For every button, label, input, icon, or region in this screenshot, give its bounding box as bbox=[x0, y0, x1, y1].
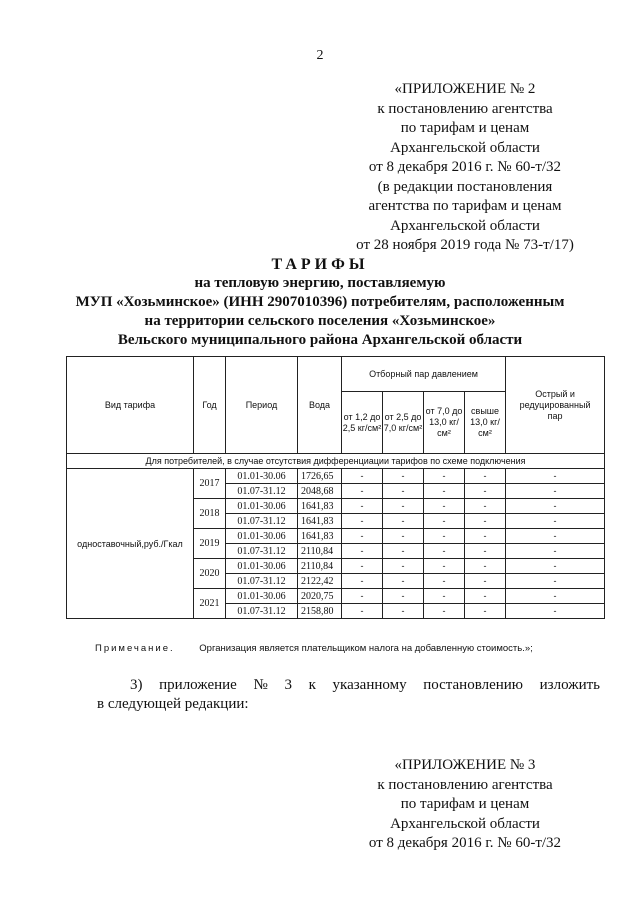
empty-value-cell: - bbox=[424, 484, 465, 499]
water-value-cell: 1641,83 bbox=[298, 529, 342, 544]
empty-value-cell: - bbox=[465, 469, 506, 484]
appendix-line: Архангельской области bbox=[390, 139, 540, 156]
empty-value-cell: - bbox=[424, 529, 465, 544]
empty-value-cell: - bbox=[342, 484, 383, 499]
year-cell: 2020 bbox=[194, 559, 226, 589]
period-cell: 01.01-30.06 bbox=[226, 469, 298, 484]
empty-value-cell: - bbox=[383, 469, 424, 484]
appendix-line: по тарифам и ценам bbox=[400, 120, 530, 136]
paragraph-line-1 bbox=[97, 676, 600, 695]
empty-value-cell: - bbox=[424, 544, 465, 559]
paragraph-word: указанному bbox=[332, 677, 407, 693]
empty-value-cell: - bbox=[506, 589, 605, 604]
period-cell: 01.01-30.06 bbox=[226, 589, 298, 604]
empty-value-cell: - bbox=[342, 544, 383, 559]
header-water: Вода bbox=[298, 357, 342, 454]
appendix-3-header bbox=[330, 756, 600, 854]
paragraph-word: № bbox=[253, 677, 268, 693]
tariff-name-cell: одноставочный,руб./Гкал bbox=[67, 469, 194, 619]
empty-value-cell: - bbox=[465, 529, 506, 544]
period-cell: 01.07-31.12 bbox=[226, 604, 298, 619]
header-steam-group: Отборный пар давлением bbox=[342, 357, 506, 392]
title-line: Вельского муниципального района Архангельской области bbox=[117, 332, 523, 348]
paragraph-word: постановлению bbox=[423, 677, 523, 693]
year-cell: 2017 bbox=[194, 469, 226, 499]
page-number: 2 bbox=[316, 48, 324, 63]
empty-value-cell: - bbox=[424, 499, 465, 514]
title-line: на территории сельского поселения «Хозьминское» bbox=[144, 313, 496, 329]
empty-value-cell: - bbox=[465, 499, 506, 514]
empty-value-cell: - bbox=[424, 604, 465, 619]
empty-value-cell: - bbox=[424, 469, 465, 484]
period-cell: 01.07-31.12 bbox=[226, 484, 298, 499]
note-text: Организация является плательщиком налога на добавленную стоимость.»; bbox=[199, 643, 533, 654]
empty-value-cell: - bbox=[383, 484, 424, 499]
empty-value-cell: - bbox=[342, 469, 383, 484]
year-cell: 2019 bbox=[194, 529, 226, 559]
empty-value-cell: - bbox=[506, 469, 605, 484]
empty-value-cell: - bbox=[383, 499, 424, 514]
empty-value-cell: - bbox=[506, 604, 605, 619]
empty-value-cell: - bbox=[506, 484, 605, 499]
paragraph-word: 3 bbox=[284, 677, 292, 693]
appendix-2-header bbox=[330, 80, 600, 256]
period-cell: 01.07-31.12 bbox=[226, 514, 298, 529]
empty-value-cell: - bbox=[465, 604, 506, 619]
empty-value-cell: - bbox=[424, 559, 465, 574]
header-steam-col: свыше 13,0 кг/см² bbox=[465, 392, 506, 454]
note bbox=[95, 643, 533, 654]
appendix-line: к постановлению агентства bbox=[377, 100, 553, 117]
appendix-line: Архангельской области bbox=[390, 217, 540, 234]
empty-value-cell: - bbox=[342, 529, 383, 544]
period-cell: 01.01-30.06 bbox=[226, 529, 298, 544]
empty-value-cell: - bbox=[465, 574, 506, 589]
water-value-cell: 1726,65 bbox=[298, 469, 342, 484]
year-cell: 2021 bbox=[194, 589, 226, 619]
empty-value-cell: - bbox=[506, 544, 605, 559]
empty-value-cell: - bbox=[465, 589, 506, 604]
period-cell: 01.01-30.06 bbox=[226, 559, 298, 574]
tariffs-title bbox=[0, 255, 640, 350]
period-cell: 01.07-31.12 bbox=[226, 574, 298, 589]
appendix-line: от 8 декабря 2016 г. № 60-т/32 bbox=[368, 159, 562, 175]
water-value-cell: 2122,42 bbox=[298, 574, 342, 589]
title-line: МУП «Хозьминское» (ИНН 2907010396) потребителям, расположенным bbox=[75, 294, 565, 310]
paragraph-word: 3) bbox=[130, 677, 143, 693]
water-value-cell: 2020,75 bbox=[298, 589, 342, 604]
empty-value-cell: - bbox=[424, 514, 465, 529]
appendix-line: от 28 ноября 2019 года № 73-т/17) bbox=[356, 237, 574, 253]
water-value-cell: 1641,83 bbox=[298, 514, 342, 529]
title-line: на тепловую энергию, поставляемую bbox=[194, 275, 446, 291]
empty-value-cell: - bbox=[465, 514, 506, 529]
appendix-line: от 8 декабря 2016 г. № 60-т/32 bbox=[368, 835, 562, 851]
period-cell: 01.07-31.12 bbox=[226, 544, 298, 559]
empty-value-cell: - bbox=[383, 544, 424, 559]
empty-value-cell: - bbox=[342, 514, 383, 529]
empty-value-cell: - bbox=[342, 589, 383, 604]
empty-value-cell: - bbox=[383, 529, 424, 544]
note-label: Примечание. bbox=[95, 643, 175, 654]
tariff-table bbox=[66, 356, 605, 619]
header-sharp-steam: Острый и редуцированный пар bbox=[506, 357, 605, 454]
title-heading: ТАРИФЫ bbox=[271, 256, 369, 273]
empty-value-cell: - bbox=[424, 574, 465, 589]
empty-value-cell: - bbox=[383, 589, 424, 604]
empty-value-cell: - bbox=[506, 529, 605, 544]
empty-value-cell: - bbox=[383, 514, 424, 529]
table-row bbox=[67, 469, 605, 484]
water-value-cell: 2110,84 bbox=[298, 559, 342, 574]
empty-value-cell: - bbox=[342, 499, 383, 514]
header-tariff-type: Вид тарифа bbox=[67, 357, 194, 454]
amendment-paragraph bbox=[97, 676, 600, 714]
water-value-cell: 2110,84 bbox=[298, 544, 342, 559]
empty-value-cell: - bbox=[383, 559, 424, 574]
empty-value-cell: - bbox=[342, 559, 383, 574]
appendix-line: «ПРИЛОЖЕНИЕ № 3 bbox=[394, 757, 536, 773]
paragraph-word: изложить bbox=[539, 677, 600, 693]
empty-value-cell: - bbox=[465, 559, 506, 574]
header-steam-col: от 7,0 до 13,0 кг/см² bbox=[424, 392, 465, 454]
paragraph-word: приложение bbox=[159, 677, 237, 693]
paragraph-word: к bbox=[308, 677, 316, 693]
header-steam-col: от 1,2 до 2,5 кг/см² bbox=[342, 392, 383, 454]
empty-value-cell: - bbox=[506, 499, 605, 514]
period-cell: 01.01-30.06 bbox=[226, 499, 298, 514]
water-value-cell: 2048,68 bbox=[298, 484, 342, 499]
empty-value-cell: - bbox=[342, 574, 383, 589]
empty-value-cell: - bbox=[506, 559, 605, 574]
empty-value-cell: - bbox=[342, 604, 383, 619]
empty-value-cell: - bbox=[506, 514, 605, 529]
appendix-line: к постановлению агентства bbox=[377, 776, 553, 793]
water-value-cell: 2158,80 bbox=[298, 604, 342, 619]
header-period: Период bbox=[226, 357, 298, 454]
water-value-cell: 1641,83 bbox=[298, 499, 342, 514]
empty-value-cell: - bbox=[465, 544, 506, 559]
header-year: Год bbox=[194, 357, 226, 454]
empty-value-cell: - bbox=[424, 589, 465, 604]
year-cell: 2018 bbox=[194, 499, 226, 529]
appendix-line: «ПРИЛОЖЕНИЕ № 2 bbox=[394, 81, 536, 97]
appendix-line: (в редакции постановления bbox=[377, 178, 553, 195]
empty-value-cell: - bbox=[383, 604, 424, 619]
empty-value-cell: - bbox=[383, 574, 424, 589]
empty-value-cell: - bbox=[465, 484, 506, 499]
paragraph-line-2: в следующей редакции: bbox=[97, 696, 249, 712]
header-steam-col: от 2,5 до 7,0 кг/см² bbox=[383, 392, 424, 454]
empty-value-cell: - bbox=[506, 574, 605, 589]
table-subheader: Для потребителей, в случае отсутствия дифференциации тарифов по схеме подключения bbox=[67, 454, 605, 469]
appendix-line: агентства по тарифам и ценам bbox=[368, 198, 562, 214]
appendix-line: Архангельской области bbox=[390, 815, 540, 832]
appendix-line: по тарифам и ценам bbox=[400, 796, 530, 812]
